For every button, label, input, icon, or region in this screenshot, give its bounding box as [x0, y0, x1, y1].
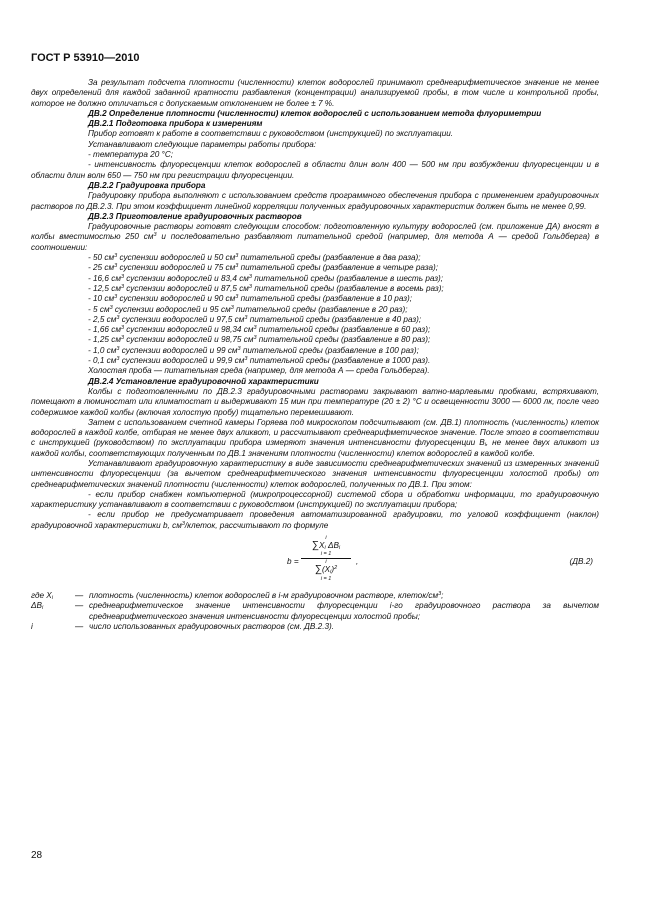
dilution-list: [31, 253, 599, 366]
paragraph-counting: Затем с использованием счетной камеры Горяева под микроскопом подсчитывают (см. ДВ.1) плотность (численность) клеток водорослей в каждой колбе, отбирая не менее двух аликвот, и рассчитывают среднеарифметическое значение. После этого в соответствии с инструкцией (руководством) по эксплуатации прибора измеряют значения интенсивности флуоресценции $В_i$, не менее двух аликвот из каждой колбы, соответствующих полученным по ДВ.1 значениям плотности (численности) клеток водорослей в каждой колбе.: [31, 417, 599, 458]
subsection-heading-db23: ДВ.2.3 Приготовление градуировочных растворов: [88, 211, 302, 221]
dilution-item: - 1,66 $см^3$ суспензии водорослей и 98,34 $см^3$ питательной среды (разбавление в 60 раз);: [88, 325, 431, 335]
dilution-item: - 2,5 $см^3$ суспензии водорослей и 97,5 $см^3$ питательной среды (разбавление в 40 раз);: [88, 314, 422, 324]
document-header: ГОСТ Р 53910—2010: [31, 52, 140, 64]
paragraph-params: Устанавливают следующие параметры работы прибора:: [88, 139, 317, 149]
dilution-item: - 1,25 $см^3$ суспензии водорослей и 98,75 $см^3$ питательной среды (разбавление в 80 раз);: [88, 335, 431, 345]
paragraph-graduation: Градуировку прибора выполняют с использованием средств программного обеспечения прибора с применением градуировочных растворов по ДВ.2.3. При этом коэффициент линейной корреляции полученных градуировочных характеристик должен быть не менее 0,99.: [31, 191, 599, 211]
list-item-software: - если прибор снабжен компьютерной (микропроцессорной) системой сбора и обработки информации, то градуировочную характеристику устанавливают в соответствии с руководством (инструкцией) по эксплуатации прибора;: [31, 489, 599, 510]
dilution-item: - 16,6 $см^3$ суспензии водорослей и 83,4 $см^3$ питательной среды (разбавление в шесть раз);: [88, 273, 444, 283]
legend-dash: —: [75, 601, 84, 611]
equation-number: (ДВ.2): [569, 557, 593, 567]
formula-fraction: [301, 535, 351, 582]
subsection-heading-db22: ДВ.2.2 Градуировка прибора: [88, 180, 206, 190]
legend-text: среднеарифметическое значение интенсивности флуоресценции i-го градуировочного раствора за вычетом среднеарифметического значения интенсивности флуоресценции холостой пробы;: [89, 601, 599, 621]
formula-numerator: i $\sum X_i$ $\Delta B_i$ i = 1: [301, 535, 351, 559]
legend-symbol: $\Delta B_i$: [31, 601, 44, 612]
paragraph-solutions: Градуировочные растворы готовят следующим способом: подготовленную культуру водорослей (см. приложение ДА) вносят в колбы вместимостью 250 $см^3$ и последовательно разбавляют питательной средой (например, для метода А — средой Гольдберга) в соотношении:: [31, 222, 599, 252]
legend-symbol: где $X_i$: [31, 591, 53, 602]
paragraph-flasks: Колбы с подготовленными по ДВ.2.3 градуировочными растворами закрывают ватно-марлевыми пробками, встряхивают, помещают в люминостат или климатостат и выдерживают 15 мин при температуре (20 ± 2) °С и освещенности 3000 — 6000 лк, после чего содержимое каждой колбы (включая холостую пробу) тщательно перемешивают.: [31, 386, 599, 417]
list-item-temperature: - температура 20 °С;: [88, 150, 174, 160]
paragraph-result: За результат подсчета плотности (численности) клеток водорослей принимают среднеарифметическое значение не менее двух определений для каждой заданной кратности разбавления (концентрации) анализируемой пробы, в том числе и контрольной пробы, которое не должно отличаться с допускаемым отклонением не более ± 7 %.: [31, 78, 599, 108]
legend-text: плотность (численность) клеток водорослей в i-м градуировочном растворе, клеток/$см^3$;: [89, 591, 444, 601]
dilution-item: - 5 $см^3$ суспензии водорослей и 95 $см^3$ питательной среды (разбавление в 20 раз);: [88, 304, 408, 314]
legend-text: число использованных градуировочных растворов (см. ДВ.2.3).: [89, 621, 335, 631]
section-heading-db2: ДВ.2 Определение плотности (численности) клеток водорослей с использованием метода флуориметрии: [88, 108, 542, 118]
paragraph-blank: Холостая проба — питательная среда (например, для метода А — среда Гольдберга).: [88, 366, 430, 376]
page-content: [31, 78, 599, 632]
formula-legend: [31, 591, 599, 632]
formula-lhs: b =: [287, 557, 299, 567]
list-item-manual: - если прибор не предусматривает проведения автоматизированной градуировки, то угловой коэффициент (наклон) градуировочной характеристики b, $см^3$/клеток, рассчитывают по формуле: [31, 510, 599, 530]
formula-db2: b = i $\sum X_i$ $\Delta B_i$ i = 1 i $\sum(X_i)^2$ i = 1 , (ДВ.2): [287, 535, 593, 582]
legend-dash: —: [75, 621, 84, 631]
paragraph-prep: Прибор готовят к работе в соответствии с руководством (инструкцией) по эксплуатации.: [88, 129, 454, 139]
list-item-intensity: - интенсивность флуоресценции клеток водорослей в области длин волн 400 — 500 нм при возбуждении флуоресценции и в области длин волн 650 — 750 нм при регистрации флуоресценции.: [31, 160, 599, 180]
legend-dash: —: [75, 591, 84, 601]
dilution-item: - 10 $см^3$ суспензии водорослей и 90 $см^3$ питательной среды (разбавление в 10 раз);: [88, 294, 413, 304]
paragraph-characteristic: Устанавливают градуировочную характеристику в виде зависимости среднеарифметических значений из измеренных значений интенсивности флуоресценции (за вычетом среднеарифметического значения интенсивности флуоресценции холостой пробы) от среднеарифметических значений плотности (численности) клеток водорослей, полученных по ДВ.1. При этом:: [31, 458, 599, 489]
dilution-item: - 1,0 $см^3$ суспензии водорослей и 99 $см^3$ питательной среды (разбавление в 100 раз);: [88, 345, 419, 355]
subsection-heading-db24: ДВ.2.4 Установление градуировочной характеристики: [88, 376, 319, 386]
formula-denominator: i $\sum(X_i)^2$ i = 1: [314, 559, 338, 582]
dilution-item: - 25 $см^3$ суспензии водорослей и 75 $см^3$ питательной среды (разбавление в четыре раза);: [88, 263, 439, 273]
subsection-heading-db21: ДВ.2.1 Подготовка прибора к измерениям: [88, 119, 263, 129]
dilution-item: - 0,1 $см^3$ суспензии водорослей и 99,9 $см^3$ питательной среды (разбавление в 1000 раз).: [88, 356, 431, 366]
legend-symbol: i: [31, 621, 33, 631]
dilution-item: - 50 $см^3$ суспензии водорослей и 50 $см^3$ питательной среды (разбавление в два раза);: [88, 253, 421, 263]
page-number: 28: [31, 850, 43, 861]
dilution-item: - 12,5 $см^3$ суспензии водорослей и 87,5 $см^3$ питательной среды (разбавление в восемь раз);: [88, 283, 444, 293]
